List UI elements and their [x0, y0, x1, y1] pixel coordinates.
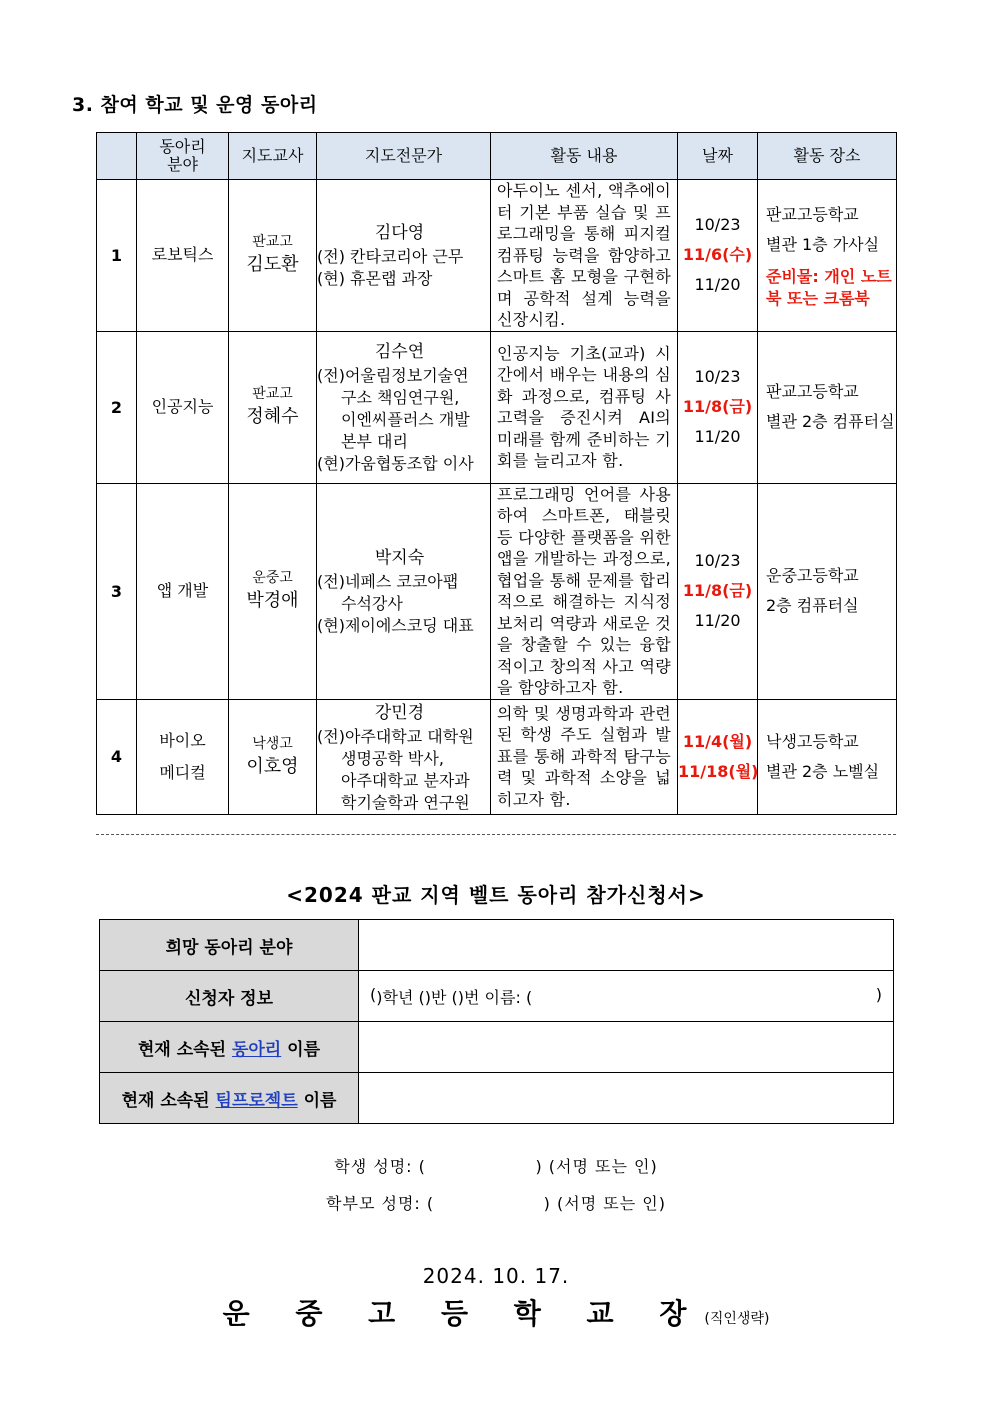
place-cell [758, 331, 897, 483]
activity-date: 11/20 [694, 427, 741, 446]
activity-description: 아두이노 센서, 액추에이터 기본 부품 실습 및 프로그래밍을 통해 피지컬 컴퓨팅 능력을 함양하고 스마트 홈 모형을 구현하며 공학적 설계 능력을 신장시킴. [491, 180, 678, 332]
date-cell [678, 699, 758, 814]
activity-description: 인공지능 기초(교과) 시간에서 배우는 내용의 심화 과정으로, 컴퓨팅 사고력을 증진시켜 AI의 미래를 함께 준비하는 기회를 늘리고자 함. [491, 331, 678, 483]
teacher-name: 정혜수 [246, 406, 299, 427]
expert-cell [317, 699, 491, 814]
table-header-row [97, 133, 897, 180]
expert-career-line: 이엔씨플러스 개발 [341, 410, 470, 429]
place-line: 별관 2층 노벨실 [766, 761, 880, 781]
principal-name: 운 중 고 등 학 교 장 [222, 1297, 705, 1330]
expert-name: 강민경 [374, 702, 425, 723]
row-number: 3 [97, 483, 137, 699]
table-row [97, 699, 897, 814]
expert-career-line: (현)제이에스코딩 대표 [317, 616, 474, 635]
place-line: 판교고등학교 [766, 382, 859, 401]
club-field-label: 희망 동아리 분야 [100, 920, 359, 971]
header-expert: 지도전문가 [317, 133, 491, 180]
expert-cell [317, 331, 491, 483]
seal-note: (직인생략) [704, 1311, 770, 1327]
date-cell [678, 483, 758, 699]
place-line: 판교고등학교 [766, 205, 859, 225]
teacher-cell [229, 331, 317, 483]
table-row [97, 483, 897, 699]
place-line: 운중고등학교 [766, 566, 859, 585]
expert-career-line: (현)가움협동조합 이사 [317, 454, 474, 473]
applicant-info-part: )번 이름: ( [457, 987, 533, 1007]
student-signature: 학생 성명: ( ) (서명 또는 인) [334, 1157, 658, 1176]
row-number: 1 [97, 180, 137, 332]
clubs-table [96, 132, 897, 815]
teacher-name: 김도환 [246, 254, 299, 276]
expert-cell [317, 483, 491, 699]
applicant-info-part: ( [370, 984, 377, 1004]
expert-career-line: (전)어울림정보기술연 [317, 366, 469, 385]
activity-date: 10/23 [694, 215, 741, 235]
expert-career-line: (현) 휴몬랩 과장 [317, 269, 433, 289]
expert-career-line: 수석강사 [341, 594, 403, 613]
club-field: 인공지능 [137, 331, 229, 483]
date-cell [678, 331, 758, 483]
teacher-school: 낙생고 [252, 735, 293, 752]
expert-name: 김다영 [374, 223, 425, 244]
teacher-cell [229, 180, 317, 332]
expert-career-line: (전)네페스 코코아팹 [317, 572, 459, 591]
spacer [532, 985, 876, 1008]
applicant-info-part: )반 ( [424, 987, 458, 1007]
place-line: 낙생고등학교 [766, 731, 859, 751]
activity-date: 11/18(월) [678, 761, 759, 781]
form-title: <2024 판교 지역 벨트 동아리 참가신청서> [286, 883, 706, 907]
row-number: 2 [97, 331, 137, 483]
applicant-info-part: ) [875, 984, 882, 1004]
principal-title [0, 1292, 992, 1332]
club-field: 앱 개발 [137, 483, 229, 699]
header-activity: 활동 내용 [491, 133, 678, 180]
application-form [99, 919, 894, 1124]
current-team-label [100, 1073, 359, 1124]
teacher-school: 판교고 [252, 234, 293, 251]
activity-description: 의학 및 생명과학과 관련된 학생 주도 실험과 발표를 통해 과학적 탐구능력 및 과학적 소양을 넓히고자 함. [491, 699, 678, 814]
place-line: 별관 2층 컴퓨터실 [766, 412, 895, 431]
date-cell [678, 180, 758, 332]
teacher-school: 운중고 [252, 570, 293, 586]
place-cell [758, 699, 897, 814]
place-cell [758, 180, 897, 332]
label-text: 현재 소속된 [138, 1039, 232, 1060]
form-row-club-field [100, 920, 894, 971]
label-text: 이름 [281, 1039, 320, 1060]
place-cell [758, 483, 897, 699]
applicant-info-label: 신청자 정보 [100, 971, 359, 1022]
table-row [97, 180, 897, 332]
place-line: 별관 1층 가사실 [766, 235, 880, 255]
table-row [97, 331, 897, 483]
expert-cell [317, 180, 491, 332]
applicant-info-input[interactable] [359, 971, 894, 1022]
applicant-info-part: )학년 ( [376, 987, 425, 1007]
expert-career-line: 본부 대리 [341, 432, 408, 451]
expert-name: 박지숙 [374, 548, 425, 568]
section-title: 3. 참여 학교 및 운영 동아리 [72, 94, 318, 116]
teacher-cell [229, 483, 317, 699]
header-date: 날짜 [678, 133, 758, 180]
teacher-name: 이호영 [246, 755, 299, 777]
teacher-school: 판교고 [252, 386, 293, 402]
club-field-input[interactable] [359, 920, 894, 971]
activity-date: 11/6(수) [682, 245, 753, 265]
current-club-input[interactable] [359, 1022, 894, 1073]
form-row-current-team [100, 1073, 894, 1124]
cut-line [96, 834, 896, 835]
expert-career-line: 학기술학과 연구원 [341, 792, 470, 812]
supplies-note: 준비물: 개인 노트북 또는 크롬북 [766, 267, 892, 309]
header-place: 활동 장소 [758, 133, 897, 180]
activity-date: 11/8(금) [682, 581, 753, 600]
expert-career-line: (전)아주대학교 대학원 [317, 726, 474, 746]
activity-description: 프로그래밍 언어를 사용하여 스마트폰, 태블릿 등 다양한 플랫폼을 위한 앱을 개발하는 과정으로, 협업을 통해 문제를 합리적으로 해결하는 지식정보처리 역량과 새로운 것을 창출할 수 있는 융합적이고 창의적 사고 역량을 함양하고자 함. [491, 483, 678, 699]
document-date: 2024. 10. 17. [422, 1264, 570, 1288]
activity-date: 10/23 [694, 367, 741, 386]
activity-date: 11/4(월) [682, 731, 753, 751]
header-field: 동아리 분야 [137, 133, 229, 180]
row-number: 4 [97, 699, 137, 814]
club-field: 로보틱스 [137, 180, 229, 332]
label-text: 이름 [297, 1090, 337, 1111]
activity-date: 11/8(금) [682, 397, 753, 416]
parent-signature: 학부모 성명: ( ) (서명 또는 인) [326, 1194, 666, 1213]
activity-date: 11/20 [694, 275, 741, 295]
activity-date: 10/23 [694, 551, 741, 570]
form-row-current-club [100, 1022, 894, 1073]
teacher-cell [229, 699, 317, 814]
current-club-label [100, 1022, 359, 1073]
team-project-link[interactable]: 팀프로젝트 [215, 1090, 298, 1111]
teacher-name: 박경애 [246, 590, 299, 611]
expert-career-line: (전) 칸타코리아 근무 [317, 247, 464, 267]
current-team-input[interactable] [359, 1073, 894, 1124]
expert-name: 김수연 [374, 342, 425, 362]
place-line: 2층 컴퓨터실 [766, 596, 859, 615]
activity-date: 11/20 [694, 611, 741, 630]
club-link[interactable]: 동아리 [231, 1039, 282, 1060]
club-field: 바이오 메디컬 [137, 699, 229, 814]
expert-career-line: 구소 책임연구원, [341, 388, 460, 407]
header-teacher: 지도교사 [229, 133, 317, 180]
expert-career-line: 생명공학 박사, [341, 748, 444, 768]
label-text: 현재 소속된 [121, 1090, 216, 1111]
form-row-applicant [100, 971, 894, 1022]
header-no [97, 133, 137, 180]
expert-career-line: 아주대학교 분자과 [341, 770, 470, 790]
